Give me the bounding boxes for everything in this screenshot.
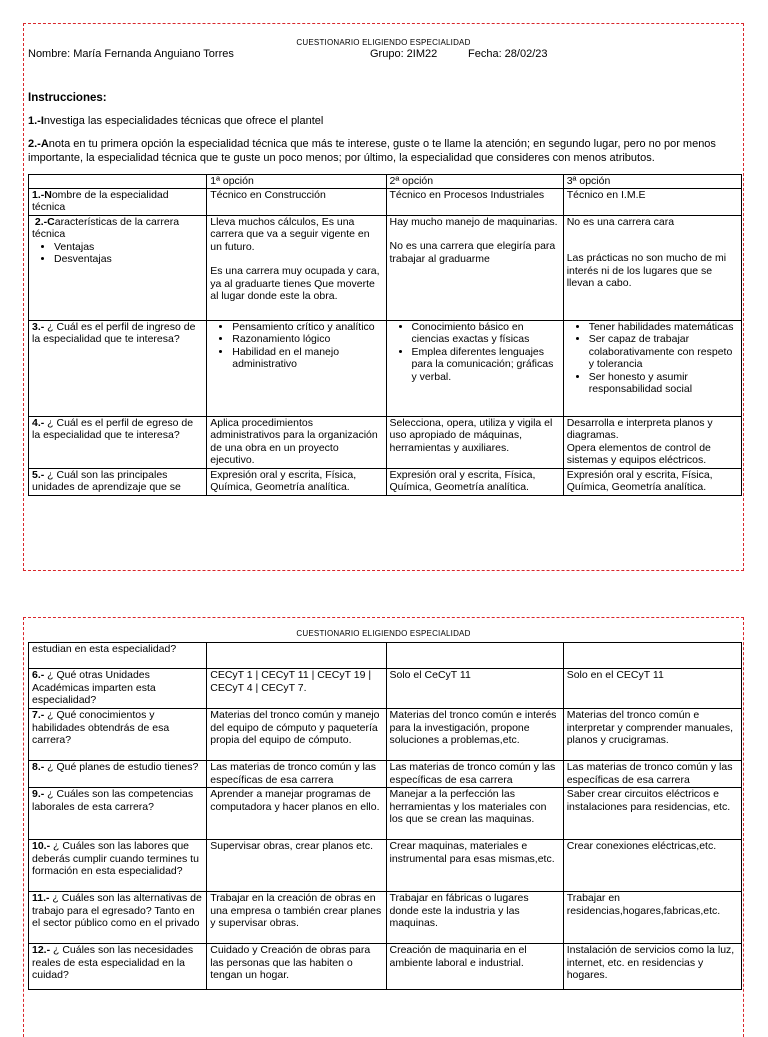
answer-paragraph: Es una carrera muy ocupada y cara, ya al graduarte tienes Que moverte al lugar donde este la obra. xyxy=(210,265,380,302)
list-item: • Conocimiento básico en ciencias exactas y físicas xyxy=(412,321,560,346)
bullet-list xyxy=(390,321,560,384)
table-row xyxy=(29,669,742,709)
header-cell-blank xyxy=(29,175,207,189)
question-text: ¿ Cuál son las principales unidades de aprendizaje que se xyxy=(32,468,181,493)
question-number: 1.-N xyxy=(32,188,52,201)
question-text: ¿ Cuáles son las labores que deberás cumplir cuando termines tu formación en esta especialidad? xyxy=(32,840,199,877)
instructions-heading: Instrucciones: xyxy=(28,92,107,104)
question-number: 9.- xyxy=(32,788,45,800)
question-number: 10.- xyxy=(32,840,51,852)
answer-cell-option-1: Aplica procedimientos administrativos para la organización de una obra en un proyecto ejecutivo. xyxy=(207,416,386,468)
table-row xyxy=(29,892,742,944)
answer-cell-option-2: Trabajar en fábricas o lugares donde este la industria y las maquinas. xyxy=(386,892,563,944)
answer-cell-option-2: Las materias de tronco común y las específicas de esa carrera xyxy=(386,761,563,788)
instruction-1-text: nvestiga las especialidades técnicas que ofrece el plantel xyxy=(43,115,324,127)
answer-paragraph: Opera elementos de control de sistemas y equipos eléctricos. xyxy=(566,441,711,466)
question-number: 7.- xyxy=(32,709,45,721)
table-row xyxy=(29,468,742,495)
bullet-list xyxy=(32,241,203,266)
question-cell xyxy=(29,709,207,761)
question-text: ombre de la especialidad técnica xyxy=(32,188,169,213)
header-cell-option-1: 1ª opción xyxy=(207,175,386,189)
list-item: • Pensamiento crítico y analítico xyxy=(232,321,382,334)
list-item: • Razonamiento lógico xyxy=(232,333,382,346)
questionnaire-table-page-2 xyxy=(28,642,742,990)
header-cell-option-2: 2ª opción xyxy=(386,175,563,189)
question-cell xyxy=(29,840,207,892)
answer-cell-option-3: Solo en el CECyT 11 xyxy=(563,669,741,709)
document-page-1 xyxy=(23,23,744,571)
answer-cell-option-3 xyxy=(563,215,741,320)
answer-cell-option-2 xyxy=(386,320,563,416)
question-cell xyxy=(29,468,207,495)
answer-cell-option-3: Instalación de servicios como la luz, internet, etc. en residencias y hogares. xyxy=(563,944,741,990)
table-row xyxy=(29,840,742,892)
instruction-1-number: 1.-I xyxy=(28,115,44,127)
answer-cell-option-2 xyxy=(386,215,563,320)
answer-cell-option-2: Manejar a la perfección las herramientas y los materiales con los que se crean las maquinas. xyxy=(386,788,563,840)
bullet-list xyxy=(567,321,738,396)
question-text: ¿ Cuáles son las alternativas de trabajo para el egresado? Tanto en el sector público como en el privado xyxy=(32,892,202,929)
answer-cell-option-2: Crear maquinas, materiales e instrumental para esas mismas,etc. xyxy=(386,840,563,892)
answer-cell-option-3: Técnico en I.M.E xyxy=(563,188,741,215)
answer-cell-option-1: Cuidado y Creación de obras para las personas que las habiten o tengan un hogar. xyxy=(207,944,386,990)
question-cell xyxy=(29,892,207,944)
question-text: ¿ Qué planes de estudio tienes? xyxy=(44,761,199,773)
question-number: 12.- xyxy=(32,944,51,956)
question-number: 2.-C xyxy=(34,215,55,228)
answer-cell-option-2: Expresión oral y escrita, Física, Química, Geometría analítica. xyxy=(386,468,563,495)
questionnaire-table-page-1 xyxy=(28,174,742,496)
answer-cell-option-3: Las materias de tronco común y las específicas de esa carrera xyxy=(563,761,741,788)
answer-paragraph: Desarrolla e interpreta planos y diagramas. xyxy=(566,416,713,441)
answer-cell-option-2: Creación de maquinaria en el ambiente laboral e industrial. xyxy=(386,944,563,990)
list-item: • Desventajas xyxy=(54,253,203,266)
instruction-2-text: nota en tu primera opción la especialidad técnica que más te interese, guste o te llame la atención; en segundo lugar, pero no por menos importante, la especialidad técnica que te guste un poco menos; por último, la especialidad que consideres con menos atributos. xyxy=(28,138,716,164)
list-item: • Habilidad en el manejo administrativo xyxy=(232,346,382,371)
answer-cell-option-1: Aprender a manejar programas de computadora y hacer planos en ello. xyxy=(207,788,386,840)
list-item: • Ser capaz de trabajar colaborativamente con respeto y tolerancia xyxy=(589,333,738,371)
answer-cell-option-1: Trabajar en la creación de obras en una empresa o también crear planes y supervisar obras. xyxy=(207,892,386,944)
instruction-2 xyxy=(28,137,733,165)
question-text: aracterísticas de la carrera técnica xyxy=(32,215,180,240)
table-row xyxy=(29,788,742,840)
question-text: ¿ Cuál es el perfil de egreso de la especialidad que te interesa? xyxy=(32,416,194,441)
question-cell xyxy=(29,944,207,990)
list-item: • Emplea diferentes lenguajes para la comunicación; gráficas y verbal. xyxy=(412,346,560,384)
bullet-list xyxy=(210,321,382,371)
answer-cell-option-1: Las materias de tronco común y las específicas de esa carrera xyxy=(207,761,386,788)
question-cell xyxy=(29,761,207,788)
student-group: Grupo: 2IM22 xyxy=(370,48,438,60)
answer-cell-option-3: Expresión oral y escrita, Física, Química, Geometría analítica. xyxy=(563,468,741,495)
answer-cell-option-3: Saber crear circuitos eléctricos e instalaciones para residencias, etc. xyxy=(563,788,741,840)
answer-paragraph: Hay mucho manejo de maquinarias. xyxy=(389,215,558,228)
answer-cell-option-1: Técnico en Construcción xyxy=(207,188,386,215)
answer-paragraph: No es una carrera que elegiría para trabajar al graduarme xyxy=(389,240,556,265)
answer-cell-option-1: CECyT 1 | CECyT 11 | CECyT 19 | CECyT 4 | CECyT 7. xyxy=(207,669,386,709)
answer-cell-option-3: Crear conexiones eléctricas,etc. xyxy=(563,840,741,892)
question-cell xyxy=(29,669,207,709)
question-number: 5.- xyxy=(32,468,45,481)
answer-cell-option-1: Supervisar obras, crear planos etc. xyxy=(207,840,386,892)
question-cell xyxy=(29,188,207,215)
answer-cell-option-2: Solo el CeCyT 11 xyxy=(386,669,563,709)
question-cell xyxy=(29,788,207,840)
table-row xyxy=(29,320,742,416)
table-row xyxy=(29,188,742,215)
question-number: 6.- xyxy=(32,669,45,681)
question-cell xyxy=(29,416,207,468)
answer-cell-option-3 xyxy=(563,643,741,669)
answer-cell-option-1 xyxy=(207,215,386,320)
document-date: Fecha: 28/02/23 xyxy=(468,48,548,60)
document-title: CUESTIONARIO ELIGIENDO ESPECIALIDAD xyxy=(296,38,471,47)
answer-cell-option-1 xyxy=(207,320,386,416)
question-number: 8.- xyxy=(32,761,45,773)
table-row xyxy=(29,944,742,990)
document-title: CUESTIONARIO ELIGIENDO ESPECIALIDAD xyxy=(296,629,471,638)
header-cell-option-3: 3ª opción xyxy=(563,175,741,189)
question-text: ¿ Qué otras Unidades Académicas imparten esta especialidad? xyxy=(32,669,156,706)
list-item: • Ventajas xyxy=(54,241,203,254)
table-row xyxy=(29,643,742,669)
question-continuation-cell: estudian en esta especialidad? xyxy=(29,643,207,669)
question-cell xyxy=(29,320,207,416)
table-row xyxy=(29,761,742,788)
student-name: Nombre: María Fernanda Anguiano Torres xyxy=(28,48,234,60)
answer-paragraph: No es una carrera cara xyxy=(566,215,675,228)
answer-cell-option-3: Trabajar en residencias,hogares,fabricas,etc. xyxy=(563,892,741,944)
document-page-2 xyxy=(23,617,744,1037)
answer-cell-option-1 xyxy=(207,643,386,669)
question-number: 3.- xyxy=(32,320,45,333)
question-text: ¿ Cuáles son las necesidades reales de esta especialidad en la cuidad? xyxy=(32,944,194,981)
question-text: ¿ Cuál es el perfil de ingreso de la especialidad que te interesa? xyxy=(32,320,196,345)
instruction-1 xyxy=(28,114,733,128)
answer-cell-option-2: Selecciona, opera, utiliza y vigila el uso apropiado de máquinas, herramientas y auxiliares. xyxy=(386,416,563,468)
list-item: • Tener habilidades matemáticas xyxy=(589,321,738,334)
answer-cell-option-3 xyxy=(563,320,741,416)
question-text: ¿ Qué conocimientos y habilidades obtendrás de esa carrera? xyxy=(32,709,170,746)
answer-cell-option-2: Materias del tronco común e interés para la investigación, propone soluciones a problemas,etc. xyxy=(386,709,563,761)
question-number: 4.- xyxy=(32,416,45,429)
answer-cell-option-2 xyxy=(386,643,563,669)
table-row xyxy=(29,416,742,468)
instruction-2-number: 2.-A xyxy=(28,138,49,150)
table-row xyxy=(29,215,742,320)
answer-paragraph: Las prácticas no son mucho de mi interés ni de los lugares que se llevan a cabo. xyxy=(566,252,727,289)
question-cell xyxy=(29,215,207,320)
answer-cell-option-1: Expresión oral y escrita, Física, Química, Geometría analítica. xyxy=(207,468,386,495)
list-item: • Ser honesto y asumir responsabilidad social xyxy=(589,371,738,396)
table-header-row xyxy=(29,175,742,189)
answer-cell-option-2: Técnico en Procesos Industriales xyxy=(386,188,563,215)
answer-cell-option-3: Materias del tronco común e interpretar y comprender manuales, planos y crucigramas. xyxy=(563,709,741,761)
question-text: ¿ Cuáles son las competencias laborales de esta carrera? xyxy=(32,788,194,813)
answer-cell-option-1: Materias del tronco común y manejo del equipo de cómputo y paquetería propia del equipo de cómputo. xyxy=(207,709,386,761)
answer-cell-option-3 xyxy=(563,416,741,468)
question-number: 11.- xyxy=(32,892,50,904)
answer-paragraph: Lleva muchos cálculos, Es una carrera que va a seguir vigente en un futuro. xyxy=(210,215,370,253)
table-row xyxy=(29,709,742,761)
